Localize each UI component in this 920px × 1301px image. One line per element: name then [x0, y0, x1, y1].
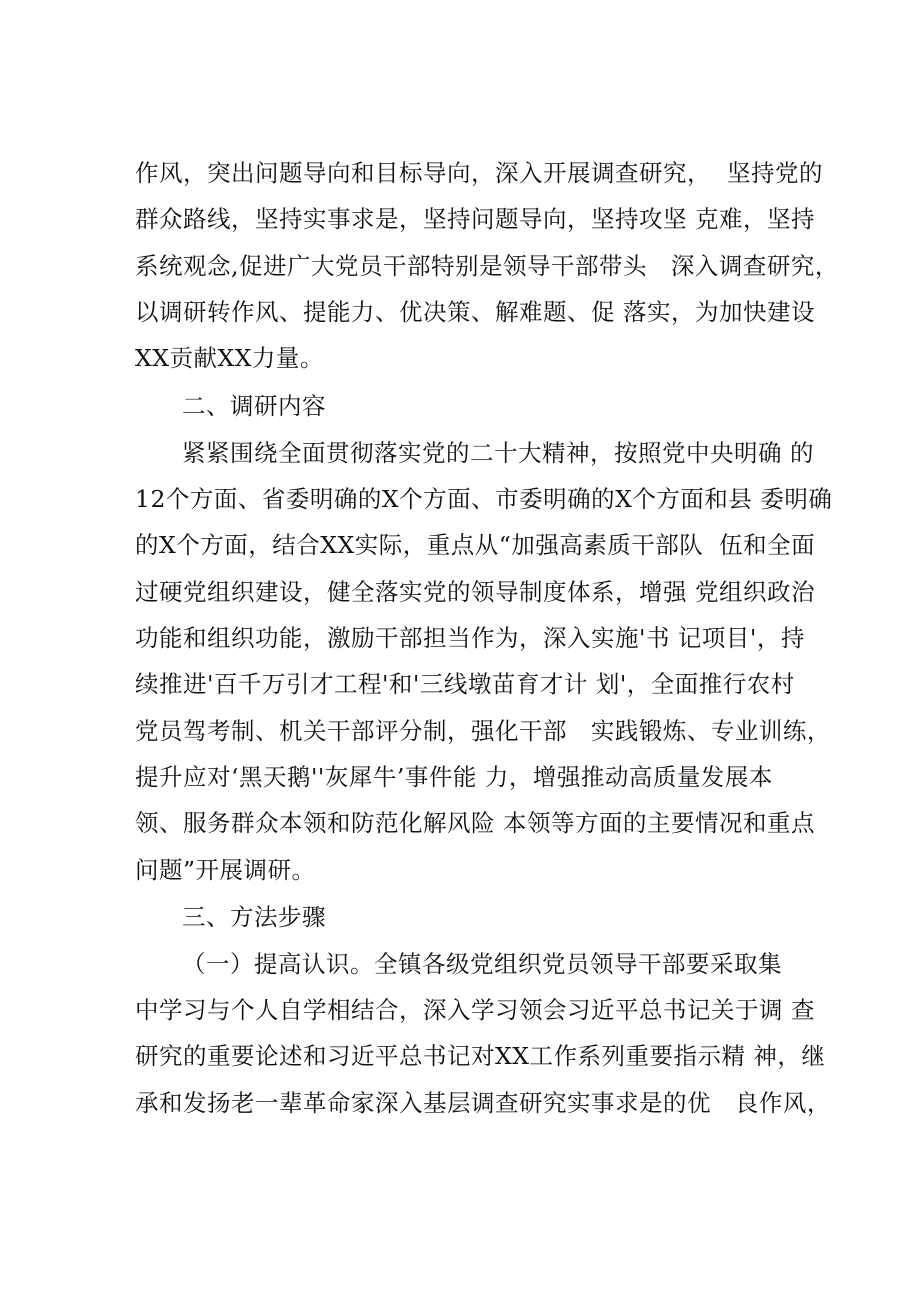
- body-text-line: 承和发扬老一辈革命家深入基层调查研究实事求是的优 良作风，: [135, 1089, 831, 1117]
- body-text-line: 的X个方面，结合XX实际，重点从“加强高素质干部队 伍和全面: [135, 531, 816, 559]
- body-text-line: XX贡献XX力量。: [135, 344, 324, 372]
- body-text-line: 紧紧围绕全面贯彻落实党的二十大精神，按照党中央明确 的: [182, 439, 814, 467]
- body-text-line: 12个方面、省委明确的X个方面、市委明确的X个方面和县 委明确: [135, 485, 833, 513]
- body-text-line: 提升应对‘黑天鹅''灰犀牛’事件能 力，增强推动高质量发展本: [135, 763, 773, 791]
- body-text-line: （一）提高认识。全镇各级党组织党员领导干部要采取集: [182, 950, 782, 978]
- body-text-line: 过硬党组织建设，健全落实党的领导制度体系，增强 党组织政治: [135, 578, 815, 606]
- section-heading: 三、方法步骤: [182, 903, 326, 931]
- body-text-line: 研究的重要论述和习近平总书记对XX工作系列重要指示精 神，继: [135, 1042, 826, 1070]
- section-heading: 二、调研内容: [182, 392, 326, 420]
- body-text-line: 领、服务群众本领和防范化解风险 本领等方面的主要情况和重点: [135, 809, 815, 837]
- body-text-line: 续推进'百千万引才工程'和'三线墩苗育才计 划'，全面推行农村: [135, 670, 795, 698]
- body-text-line: 群众路线，坚持实事求是，坚持问题导向，坚持攻坚 克难，坚持: [135, 205, 815, 233]
- body-text-line: 党员驾考制、机关干部评分制，强化干部 实践锻炼、专业训练，: [135, 717, 831, 745]
- body-text-line: 中学习与个人自学相结合，深入学习领会习近平总书记关于调 查: [135, 996, 815, 1024]
- body-text-line: 以调研转作风、提能力、优决策、解难题、促 落实，为加快建设: [135, 298, 815, 326]
- body-text-line: 系统观念,促进广大党员干部特别是领导干部带头 深入调查研究，: [135, 252, 839, 280]
- body-text-line: 作风，突出问题导向和目标导向，深入开展调查研究， 坚持党的: [135, 159, 823, 187]
- body-text-line: 功能和组织功能，激励干部担当作为，深入实施'书 记项目'，持: [135, 624, 805, 652]
- body-text-line: 问题”开展调研。: [135, 856, 316, 884]
